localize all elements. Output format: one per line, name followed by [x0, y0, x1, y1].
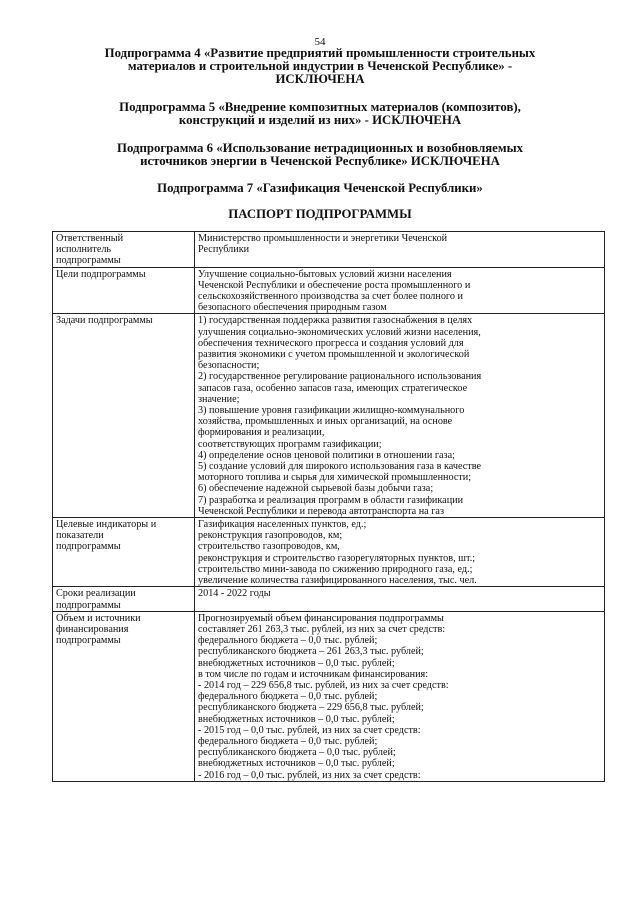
subprogram-4-heading — [60, 47, 580, 86]
value-line: сельскохозяйственного производства за счет более полного и — [198, 291, 463, 303]
value-line: значение; — [198, 393, 240, 405]
label-line: Цели подпрограммы — [56, 268, 146, 280]
label-line: Объем и источники — [56, 612, 141, 624]
heading-line: ИСКЛЮЧЕНА — [275, 72, 365, 86]
passport-row-financing — [53, 611, 605, 781]
value-line: внебюджетных источников – 0,0 тыс. рублей; — [198, 657, 395, 669]
value-line: федерального бюджета – 0,0 тыс. рублей; — [198, 735, 378, 747]
value-line: Прогнозируемый объем финансирования подпрограммы — [198, 612, 444, 624]
value-line: Газификация населенных пунктов, ед.; — [198, 519, 367, 531]
value-line: строительство газопроводов, км, — [198, 541, 340, 553]
row-label-cell — [53, 232, 195, 268]
row-value-cell — [195, 314, 605, 518]
value-line: безопасности; — [198, 360, 260, 372]
value-line: республиканского бюджета – 261 263,3 тыс. рублей; — [198, 646, 424, 658]
label-line: Ответственный — [56, 233, 124, 244]
row-value-cell — [195, 587, 605, 611]
value-line: - 2014 год – 229 656,8 тыс. рублей, из них за счет средств: — [198, 679, 449, 691]
subprogram-5-heading — [60, 101, 580, 127]
label-line: подпрограммы — [56, 635, 121, 647]
subprogram-7-heading — [60, 182, 580, 195]
value-line: Республики — [198, 244, 250, 256]
value-line: составляет 261 263,3 тыс. рублей, из них за счет средств: — [198, 623, 446, 635]
value-line: хозяйства, промышленных и иных организаций, на основе — [198, 416, 453, 428]
value-line: строительство мини-завода по сжижению природного газа, ед.; — [198, 563, 473, 575]
value-line: развития экономики с учетом промышленной и экологической — [198, 349, 470, 361]
value-line: запасов газа, особенно запасов газа, имеющих стратегическое — [198, 382, 468, 394]
row-value-cell — [195, 267, 605, 314]
row-label-cell — [53, 267, 195, 314]
value-line: Чеченской Республики и перевода автотранспорта на газ — [198, 505, 444, 517]
heading-line: Подпрограмма 4 «Развитие предприятий промышленности строительных — [104, 46, 536, 60]
value-line: 2014 - 2022 годы — [198, 588, 271, 600]
value-line: федерального бюджета – 0,0 тыс. рублей; — [198, 691, 378, 703]
value-line: Улучшение социально-бытовых условий жизни населения — [198, 268, 452, 280]
label-line: подпрограммы — [56, 255, 121, 267]
label-line: подпрограммы — [56, 541, 121, 553]
row-label-cell — [53, 518, 195, 587]
heading-line: материалов и строительной индустрии в Чеченской Республике» - — [127, 59, 513, 73]
subprogram-passport-table — [52, 231, 605, 782]
value-line: моторного топлива и сырья для химической промышленности; — [198, 472, 472, 484]
value-line: формирования и реализации, — [198, 427, 325, 439]
value-line: реконструкция и строительство газорегуляторных пунктов, шт.; — [198, 552, 476, 564]
value-line: обеспечения технического прогресса и создания условий для — [198, 337, 464, 349]
heading-line: источников энергии в Чеченской Республике» ИСКЛЮЧЕНА — [140, 154, 500, 168]
value-line: внебюджетных источников – 0,0 тыс. рублей; — [198, 713, 395, 725]
value-line: Министерство промышленности и энергетики Чеченской — [198, 233, 448, 244]
heading-line: Подпрограмма 7 «Газификация Чеченской Республики» — [157, 181, 483, 195]
value-line: 3) повышение уровня газификации жилищно-коммунального — [198, 405, 465, 417]
value-line: - 2015 год – 0,0 тыс. рублей, из них за счет средств: — [198, 724, 421, 736]
label-line: подпрограммы — [56, 599, 121, 611]
value-line: увеличение количества газифицированного населения, тыс. чел. — [198, 575, 477, 587]
row-value-cell — [195, 518, 605, 587]
value-line: 4) определение основ ценовой политики в отношении газа; — [198, 449, 455, 461]
label-line: исполнитель — [56, 244, 112, 256]
value-line: Чеченской Республики и обеспечение роста промышленного и — [198, 279, 471, 291]
row-label-cell — [53, 314, 195, 518]
value-line: соответствующих программ газификации; — [198, 438, 382, 450]
value-line: республиканского бюджета – 229 656,8 тыс. рублей; — [198, 702, 424, 714]
value-line: улучшения социально-экономических условий жизни населения, — [198, 326, 481, 338]
label-line: Задачи подпрограммы — [56, 315, 153, 327]
row-label-cell — [53, 611, 195, 781]
value-line: республиканского бюджета – 0,0 тыс. рублей; — [198, 747, 396, 759]
value-line: в том числе по годам и источникам финансирования: — [198, 668, 429, 680]
value-line: федерального бюджета – 0,0 тыс. рублей; — [198, 635, 378, 647]
row-label-cell — [53, 587, 195, 611]
value-line: 1) государственная поддержка развития газоснабжения в целях — [198, 315, 473, 327]
subprogram-6-heading — [60, 142, 580, 168]
value-line: внебюджетных источников – 0,0 тыс. рублей; — [198, 758, 395, 770]
passport-title — [60, 208, 580, 221]
heading-line: Подпрограмма 6 «Использование нетрадиционных и возобновляемых — [117, 141, 523, 155]
passport-row-implementation-period — [53, 587, 605, 611]
heading-line: ПАСПОРТ ПОДПРОГРАММЫ — [228, 207, 412, 221]
passport-row-target-indicators — [53, 518, 605, 587]
value-line: 5) создание условий для широкого использования газа в качестве — [198, 461, 482, 473]
value-line: - 2016 год – 0,0 тыс. рублей, из них за счет средств: — [198, 769, 421, 781]
value-line: безопасного обеспечения природным газом — [198, 302, 387, 314]
value-line: 6) обеспечение надежной сырьевой базы добычи газа; — [198, 483, 434, 495]
label-line: показатели — [56, 530, 104, 542]
heading-line: Подпрограмма 5 «Внедрение композитных материалов (композитов), — [119, 100, 521, 114]
value-line: 2) государственное регулирование рационального использования — [198, 371, 482, 383]
value-line: 7) разработка и реализация программ в области газификации — [198, 494, 464, 506]
label-line: Целевые индикаторы и — [56, 519, 157, 531]
passport-row-tasks — [53, 314, 605, 518]
passport-row-responsible-executor — [53, 232, 605, 268]
row-value-cell — [195, 611, 605, 781]
row-value-cell — [195, 232, 605, 268]
passport-row-goals — [53, 267, 605, 314]
page-number: 54 — [314, 36, 326, 48]
label-line: финансирования — [56, 623, 129, 635]
label-line: Сроки реализации — [56, 588, 136, 600]
value-line: реконструкция газопроводов, км; — [198, 530, 343, 542]
heading-line: конструкций и изделий из них» - ИСКЛЮЧЕНА — [178, 113, 462, 127]
